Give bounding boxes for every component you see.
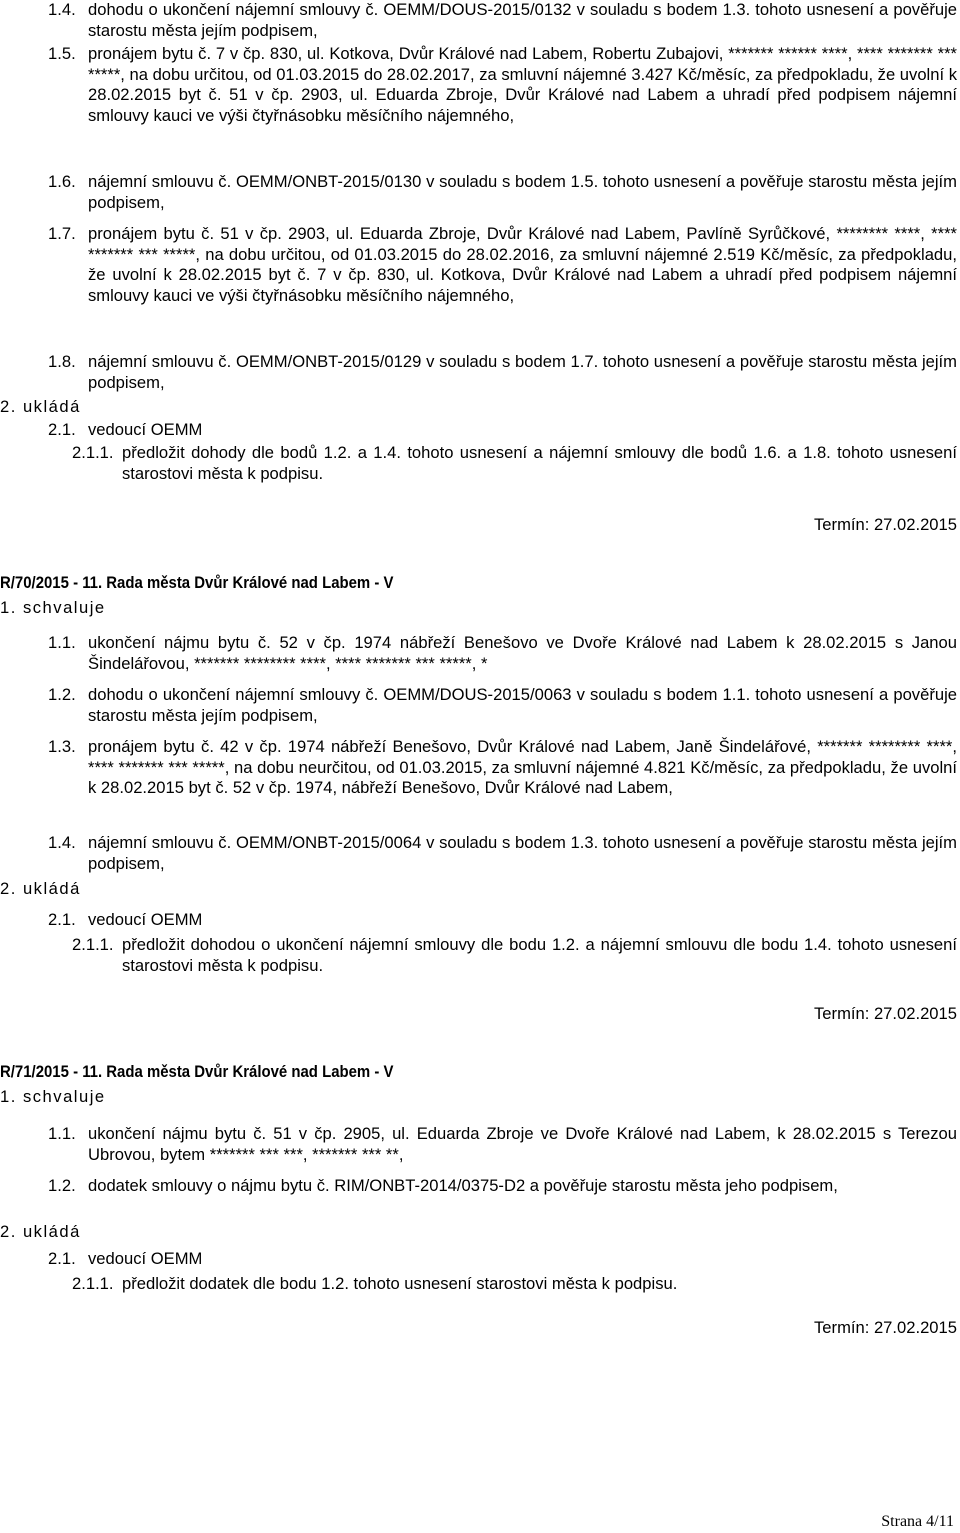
item-number: 2.1. [48, 910, 76, 929]
item-number: 1.2. [48, 1176, 76, 1195]
item-text: dohodu o ukončení nájemní smlouvy č. OEMM/DOUS-2015/0132 v souladu s bodem 1.3. tohoto usnesení a pověřuje starostu města jejím podpisem, [88, 0, 957, 40]
item-text: předložit dohody dle bodů 1.2. a 1.4. tohoto usnesení a nájemní smlouvy dle bodů 1.6. a 1.8. tohoto usnesení starostovi města k podpisu. [122, 443, 957, 483]
item-number: 1.1. [48, 633, 76, 652]
item-text: dohodu o ukončení nájemní smlouvy č. OEMM/DOUS-2015/0063 v souladu s bodem 1.1. tohoto usnesení a pověřuje starostu města jejím podpisem, [88, 685, 957, 725]
resolution-item [48, 833, 957, 874]
item-text: pronájem bytu č. 42 v čp. 1974 nábřeží Benešovo, Dvůr Králové nad Labem, Janě Šindelářové, ******* ******** ****, **** ******* *** *****, na dobu neurčitou, od 01.03.2015, za smluvní nájemné 4.821 Kč/měsíc, za předpokladu, že uvolní k 28.02.2015 byt č. 52 v čp. 1974, nábřeží Benešovo, Dvůr Králové nad Labem, [88, 737, 957, 797]
item-number: 1.1. [48, 1124, 76, 1143]
resolution-item [48, 910, 957, 931]
resolution-item [48, 224, 957, 306]
resolution-heading: R/71/2015 - 11. Rada města Dvůr Králové nad Labem - V [0, 1062, 394, 1081]
resolution-item [48, 172, 957, 213]
resolution-item [48, 685, 957, 726]
resolution-item [48, 44, 957, 126]
resolution-item [48, 0, 957, 41]
item-number: 1.7. [48, 224, 76, 243]
resolution-item [48, 420, 957, 441]
resolution-subitem [72, 443, 957, 484]
deadline: Termín: 27.02.2015 [814, 1004, 957, 1023]
item-number: 2.1. [48, 420, 76, 439]
item-text: dodatek smlouvy o nájmu bytu č. RIM/ONBT-2014/0375-D2 a pověřuje starostu města jeho podpisem, [88, 1176, 838, 1195]
resolution-subitem [72, 1274, 957, 1295]
section-verb-uklada: 2. ukládá [0, 879, 81, 898]
resolution-item [48, 1176, 957, 1197]
item-number: 1.8. [48, 352, 76, 371]
resolution-item [48, 1124, 957, 1165]
resolution-heading: R/70/2015 - 11. Rada města Dvůr Králové nad Labem - V [0, 573, 394, 592]
section-verb-schvaluje: 1. schvaluje [0, 1087, 106, 1106]
resolution-item [48, 352, 957, 393]
section-verb-uklada: 2. ukládá [0, 397, 81, 416]
item-text: předložit dodatek dle bodu 1.2. tohoto usnesení starostovi města k podpisu. [122, 1274, 678, 1293]
item-number: 2.1.1. [72, 935, 114, 954]
item-text: vedoucí OEMM [88, 420, 203, 439]
item-text: ukončení nájmu bytu č. 51 v čp. 2905, ul. Eduarda Zbroje ve Dvoře Králové nad Labem, k 28.02.2015 s Terezou Ubrovou, bytem ******* *** ***, ******* *** **, [88, 1124, 957, 1164]
section-verb-schvaluje: 1. schvaluje [0, 598, 106, 617]
item-number: 2.1.1. [72, 1274, 114, 1293]
deadline: Termín: 27.02.2015 [814, 1318, 957, 1337]
item-text: nájemní smlouvu č. OEMM/ONBT-2015/0064 v souladu s bodem 1.3. tohoto usnesení a pověřuje starostu města jejím podpisem, [88, 833, 957, 873]
item-number: 1.6. [48, 172, 76, 191]
section-verb-uklada: 2. ukládá [0, 1222, 81, 1241]
item-text: nájemní smlouvu č. OEMM/ONBT-2015/0130 v souladu s bodem 1.5. tohoto usnesení a pověřuje starostu města jejím podpisem, [88, 172, 957, 212]
item-number: 1.4. [48, 0, 76, 19]
item-text: nájemní smlouvu č. OEMM/ONBT-2015/0129 v souladu s bodem 1.7. tohoto usnesení a pověřuje starostu města jejím podpisem, [88, 352, 957, 392]
item-text: pronájem bytu č. 7 v čp. 830, ul. Kotkova, Dvůr Králové nad Labem, Robertu Zubajovi, ******* ****** ****, **** ******* *** *****, na dobu určitou, od 01.03.2015 do 28.02.2017, za smluvní nájemné 3.427 Kč/měsíc, za předpokladu, že uvolní k 28.02.2015 byt č. 51 v čp. 2903, ul. Eduarda Zbroje, Dvůr Králové nad Labem a uhradí před podpisem nájemní smlouvy kauci ve výši čtyřnásobku měsíčního nájemného, [88, 44, 957, 125]
resolution-item [48, 633, 957, 674]
item-number: 1.3. [48, 737, 76, 756]
resolution-item [48, 737, 957, 799]
item-number: 2.1. [48, 1249, 76, 1268]
item-number: 2.1.1. [72, 443, 114, 462]
resolution-subitem [72, 935, 957, 976]
deadline: Termín: 27.02.2015 [814, 515, 957, 534]
item-text: předložit dohodou o ukončení nájemní smlouvy dle bodu 1.2. a nájemní smlouvu dle bodu 1.4. tohoto usnesení starostovi města k podpisu. [122, 935, 957, 975]
item-text: ukončení nájmu bytu č. 52 v čp. 1974 nábřeží Benešovo ve Dvoře Králové nad Labem k 28.02.2015 s Janou Šindelářovou, ******* ******** ****, **** ******* *** *****, * [88, 633, 957, 673]
resolution-item [48, 1249, 957, 1270]
item-text: vedoucí OEMM [88, 1249, 203, 1268]
item-text: vedoucí OEMM [88, 910, 203, 929]
item-number: 1.2. [48, 685, 76, 704]
page-number: Strana 4/11 [881, 1513, 954, 1530]
item-number: 1.4. [48, 833, 76, 852]
item-number: 1.5. [48, 44, 76, 63]
item-text: pronájem bytu č. 51 v čp. 2903, ul. Eduarda Zbroje, Dvůr Králové nad Labem, Pavlíně Syrůčkové, ******** ****, **** ******* *** *****, na dobu určitou, od 01.03.2015 do 28.02.2016, za smluvní nájemné 2.519 Kč/měsíc, za předpokladu, že uvolní k 28.02.2015 byt č. 7 v čp. 830, ul. Kotkova, Dvůr Králové nad Labem a uhradí před podpisem nájemní smlouvy kauci ve výši čtyřnásobku měsíčního nájemného, [88, 224, 957, 305]
